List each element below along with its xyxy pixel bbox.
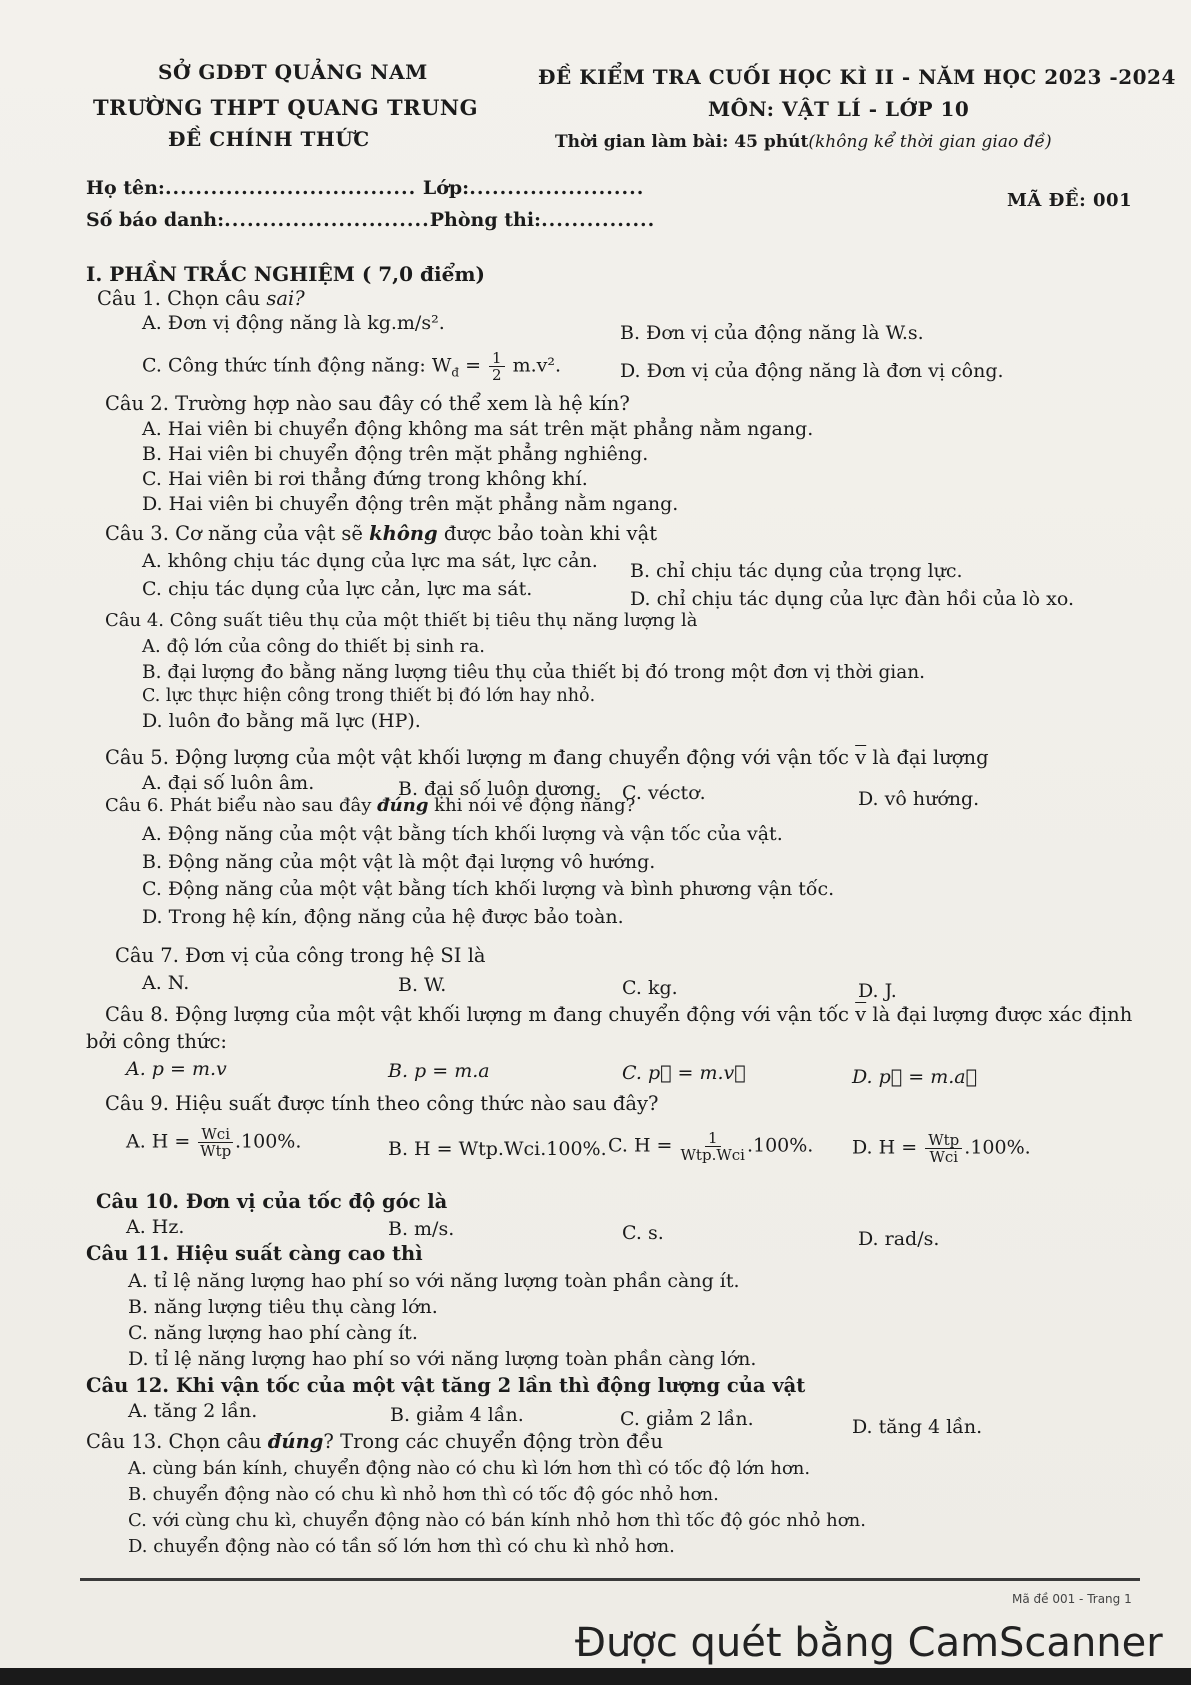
- q8-option-b[interactable]: B. p = m.a: [388, 1060, 490, 1082]
- q10-option-d[interactable]: D. rad/s.: [858, 1228, 940, 1250]
- question-2: Câu 2. Trường hợp nào sau đây có thể xem là hệ kín?: [105, 392, 630, 415]
- q12-option-d[interactable]: D. tăng 4 lần.: [852, 1416, 983, 1438]
- time-line: [555, 132, 1052, 152]
- q5-option-b[interactable]: B. đại số luôn dương.: [398, 778, 602, 800]
- footer-rule: [80, 1578, 1140, 1581]
- q6-option-a[interactable]: A. Động năng của một vật bằng tích khối lượng và vận tốc của vật.: [142, 823, 783, 845]
- scan-bottom-bar: [0, 1668, 1191, 1685]
- sbd-line: Số báo danh:...........................Phòng thi:...............: [86, 209, 656, 231]
- q12-option-a[interactable]: A. tăng 2 lần.: [128, 1400, 258, 1422]
- q2-option-a[interactable]: A. Hai viên bi chuyển động không ma sát trên mặt phẳng nằm ngang.: [142, 418, 814, 440]
- q4-option-b[interactable]: B. đại lượng đo bằng năng lượng tiêu thụ của thiết bị đó trong một đơn vị thời gian.: [142, 662, 926, 683]
- q7-option-a[interactable]: A. N.: [142, 972, 190, 994]
- question-5: Câu 5. Động lượng của một vật khối lượng m đang chuyển động với vận tốc $\overline{v}$ là đại lượng: [105, 746, 989, 769]
- q3-option-c[interactable]: C. chịu tác dụng của lực cản, lực ma sát.: [142, 578, 533, 600]
- q3-option-b[interactable]: B. chỉ chịu tác dụng của trọng lực.: [630, 560, 963, 582]
- q8-option-a[interactable]: A. p = m.v: [126, 1058, 227, 1080]
- dept-name: SỞ GDĐT QUẢNG NAM: [158, 60, 428, 84]
- q13-option-a[interactable]: A. cùng bán kính, chuyển động nào có chu kì lớn hơn thì có tốc độ lớn hơn.: [128, 1458, 811, 1479]
- q7-option-c[interactable]: C. kg.: [622, 977, 678, 999]
- q9-option-d[interactable]: D. H = $\frac{\text{Wtp}}{\text{Wci}}$ .100%.: [852, 1131, 1031, 1166]
- q13-option-d[interactable]: D. chuyển động nào có tần số lớn hơn thì có chu kì nhỏ hơn.: [128, 1536, 675, 1557]
- q1-option-b[interactable]: B. Đơn vị của động năng là W.s.: [620, 322, 924, 344]
- question-8-line2: bởi công thức:: [86, 1030, 228, 1053]
- q3-option-a[interactable]: A. không chịu tác dụng của lực ma sát, lực cản.: [142, 550, 598, 572]
- q5-option-a[interactable]: A. đại số luôn âm.: [142, 772, 315, 794]
- q10-option-c[interactable]: C. s.: [622, 1222, 664, 1244]
- q11-option-b[interactable]: B. năng lượng tiêu thụ càng lớn.: [128, 1296, 438, 1318]
- q4-option-c[interactable]: C. lực thực hiện công trong thiết bị đó lớn hay nhỏ.: [142, 686, 596, 706]
- q6-option-b[interactable]: B. Động năng của một vật là một đại lượng vô hướng.: [142, 851, 656, 873]
- exam-subject: MÔN: VẬT LÍ - LỚP 10: [708, 97, 970, 121]
- q8-option-d[interactable]: D. p⃗ = m.a⃗: [852, 1066, 977, 1088]
- question-9: Câu 9. Hiệu suất được tính theo công thức nào sau đây?: [105, 1092, 659, 1115]
- q2-option-c[interactable]: C. Hai viên bi rơi thẳng đứng trong không khí.: [142, 468, 588, 490]
- q6-option-c[interactable]: C. Động năng của một vật bằng tích khối lượng và bình phương vận tốc.: [142, 878, 835, 900]
- q5-option-d[interactable]: D. vô hướng.: [858, 788, 980, 810]
- q9-option-c[interactable]: C. H = $\frac{1}{\text{Wtp.Wci}}$ .100%.: [608, 1129, 814, 1164]
- question-10: Câu 10. Đơn vị của tốc độ góc là: [96, 1190, 448, 1213]
- q10-option-b[interactable]: B. m/s.: [388, 1218, 455, 1240]
- question-12: Câu 12. Khi vận tốc của một vật tăng 2 lần thì động lượng của vật: [86, 1374, 806, 1397]
- q12-option-c[interactable]: C. giảm 2 lần.: [620, 1408, 754, 1430]
- official-label: ĐỀ CHÍNH THỨC: [168, 127, 370, 151]
- school-name: TRƯỜNG THPT QUANG TRUNG: [93, 95, 479, 120]
- q1-option-d[interactable]: D. Đơn vị của động năng là đơn vị công.: [620, 360, 1004, 382]
- section-title: I. PHẦN TRẮC NGHIỆM ( 7,0 điểm): [86, 262, 485, 286]
- room-label: Phòng thi:: [429, 209, 542, 231]
- name-line: Họ tên:................................. Lớp:.......................: [86, 177, 645, 199]
- q4-option-d[interactable]: D. luôn đo bằng mã lực (HP).: [142, 710, 421, 732]
- q8-option-c[interactable]: C. p⃗ = m.v⃗: [622, 1062, 746, 1084]
- q3-option-d[interactable]: D. chỉ chịu tác dụng của lực đàn hồi của lò xo.: [630, 588, 1074, 610]
- q13-option-b[interactable]: B. chuyển động nào có chu kì nhỏ hơn thì có tốc độ góc nhỏ hơn.: [128, 1484, 719, 1505]
- exam-code: MÃ ĐỀ: 001: [1007, 190, 1133, 211]
- q5-option-c[interactable]: C. véctơ.: [622, 782, 706, 804]
- question-7: Câu 7. Đơn vị của công trong hệ SI là: [115, 944, 486, 967]
- question-13: Câu 13. Chọn câu đúng? Trong các chuyển động tròn đều: [86, 1430, 664, 1453]
- question-3: Câu 3. Cơ năng của vật sẽ không được bảo toàn khi vật: [105, 522, 658, 545]
- time-note: (không kể thời gian giao đề): [808, 132, 1052, 152]
- name-label: Họ tên:: [86, 177, 165, 199]
- q1-option-c[interactable]: C. Công thức tính động năng: $W_đ$ = $\frac{1}{2}$ m.v².: [142, 349, 562, 384]
- q9-option-a[interactable]: A. H = $\frac{\text{Wci}}{\text{Wtp}}$ .100%.: [126, 1125, 302, 1160]
- q2-option-b[interactable]: B. Hai viên bi chuyển động trên mặt phẳng nghiêng.: [142, 443, 649, 465]
- q9-option-b[interactable]: B. H = Wtp.Wci.100%.: [388, 1138, 607, 1160]
- time-label: Thời gian làm bài: 45 phút: [555, 132, 809, 152]
- q11-option-d[interactable]: D. tỉ lệ năng lượng hao phí so với năng lượng toàn phần càng lớn.: [128, 1348, 757, 1370]
- q7-option-b[interactable]: B. W.: [398, 974, 447, 996]
- sbd-label: Số báo danh:: [86, 209, 225, 231]
- q12-option-b[interactable]: B. giảm 4 lần.: [390, 1404, 524, 1426]
- q11-option-a[interactable]: A. tỉ lệ năng lượng hao phí so với năng lượng toàn phần càng ít.: [128, 1270, 740, 1292]
- q11-option-c[interactable]: C. năng lượng hao phí càng ít.: [128, 1322, 418, 1344]
- q6-option-d[interactable]: D. Trong hệ kín, động năng của hệ được bảo toàn.: [142, 906, 624, 928]
- question-8: Câu 8. Động lượng của một vật khối lượng m đang chuyển động với vận tốc $\overline{v}$ là đại lượng được xác định: [105, 1003, 1133, 1026]
- question-1: Câu 1. Chọn câu sai?: [97, 287, 305, 310]
- q2-option-d[interactable]: D. Hai viên bi chuyển động trên mặt phẳng nằm ngang.: [142, 493, 679, 515]
- question-4: Câu 4. Công suất tiêu thụ của một thiết bị tiêu thụ năng lượng là: [105, 610, 698, 631]
- q7-option-d[interactable]: D. J.: [858, 980, 897, 1002]
- q1-option-a[interactable]: A. Đơn vị động năng là kg.m/s².: [142, 312, 445, 334]
- q13-option-c[interactable]: C. với cùng chu kì, chuyển động nào có bán kính nhỏ hơn thì tốc độ góc nhỏ hơn.: [128, 1510, 866, 1531]
- class-label: Lớp:: [422, 177, 470, 199]
- question-6: Câu 6. Phát biểu nào sau đây đúng khi nói về động năng?: [105, 795, 636, 816]
- q10-option-a[interactable]: A. Hz.: [126, 1216, 185, 1238]
- exam-title: ĐỀ KIỂM TRA CUỐI HỌC KÌ II - NĂM HỌC 2023 -2024: [538, 65, 1176, 89]
- page-number: Mã đề 001 - Trang 1: [1012, 1592, 1132, 1606]
- question-11: Câu 11. Hiệu suất càng cao thì: [86, 1242, 423, 1265]
- camscanner-watermark: Được quét bằng CamScanner: [575, 1620, 1163, 1666]
- q4-option-a[interactable]: A. độ lớn của công do thiết bị sinh ra.: [142, 636, 485, 657]
